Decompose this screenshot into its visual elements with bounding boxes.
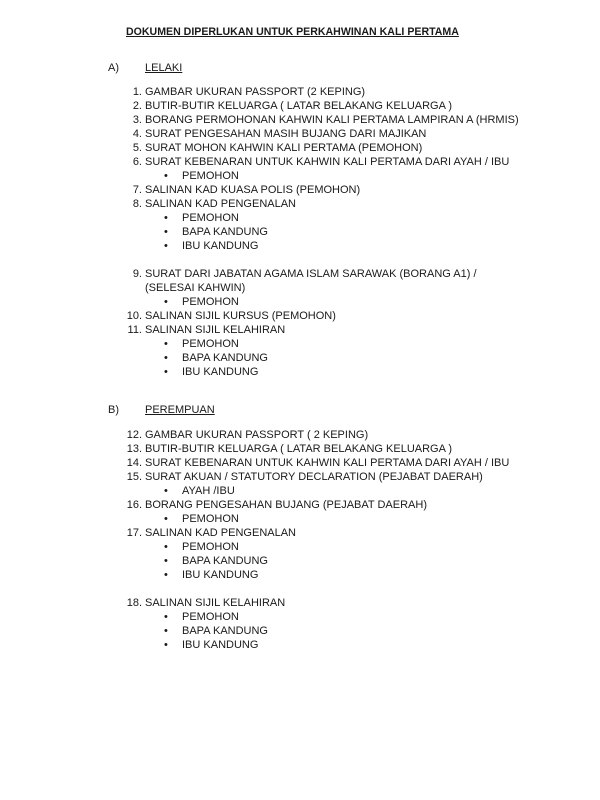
numbered-item xyxy=(0,155,600,169)
item-text: (SELESAI KAHWIN) xyxy=(145,282,246,294)
numbered-item xyxy=(0,470,600,484)
bullet-item xyxy=(0,512,600,526)
bullet-item xyxy=(0,337,600,351)
bullet-icon: • xyxy=(164,541,168,553)
bullet-item xyxy=(0,295,600,309)
item-number: 1. xyxy=(132,86,142,98)
bullet-icon: • xyxy=(164,569,168,581)
bullet-item xyxy=(0,239,600,253)
numbered-item xyxy=(0,442,600,456)
bullet-text: BAPA KANDUNG xyxy=(182,352,268,364)
bullet-text: BAPA KANDUNG xyxy=(182,555,268,567)
item-text: SURAT PENGESAHAN MASIH BUJANG DARI MAJIKAN xyxy=(145,128,427,140)
numbered-item xyxy=(0,99,600,113)
bullet-text: PEMOHON xyxy=(182,170,239,182)
numbered-item xyxy=(0,183,600,197)
item-text: GAMBAR UKURAN PASSPORT ( 2 KEPING) xyxy=(145,429,369,441)
numbered-item xyxy=(0,456,600,470)
numbered-item xyxy=(0,85,600,99)
bullet-item xyxy=(0,638,600,652)
bullet-item xyxy=(0,169,600,183)
bullet-item xyxy=(0,540,600,554)
bullet-text: IBU KANDUNG xyxy=(182,240,259,252)
item-text: SALINAN SIJIL KELAHIRAN xyxy=(145,324,286,336)
bullet-text: PEMOHON xyxy=(182,513,239,525)
section-a-list xyxy=(0,85,600,379)
item-number: 11. xyxy=(127,324,142,336)
bullet-item xyxy=(0,610,600,624)
item-number: 10. xyxy=(126,310,142,322)
item-number: 14. xyxy=(126,457,142,469)
bullet-icon: • xyxy=(164,170,168,182)
bullet-text: BAPA KANDUNG xyxy=(182,625,268,637)
item-text: SALINAN KAD PENGENALAN xyxy=(145,198,296,210)
item-text: SALINAN SIJIL KURSUS (PEMOHON) xyxy=(145,310,336,322)
item-text: SALINAN KAD PENGENALAN xyxy=(145,527,296,539)
document-title: DOKUMEN DIPERLUKAN UNTUK PERKAHWINAN KALI PERTAMA xyxy=(126,26,459,38)
numbered-item xyxy=(0,428,600,442)
item-number: 8. xyxy=(132,198,142,210)
item-number: 6. xyxy=(132,156,142,168)
item-text: SALINAN KAD KUASA POLIS (PEMOHON) xyxy=(145,184,361,196)
item-text: SURAT KEBENARAN UNTUK KAHWIN KALI PERTAMA DARI AYAH / IBU xyxy=(145,156,510,168)
section-a-letter: A) xyxy=(108,62,119,74)
bullet-text: PEMOHON xyxy=(182,338,239,350)
bullet-icon: • xyxy=(164,513,168,525)
bullet-item xyxy=(0,365,600,379)
bullet-item xyxy=(0,568,600,582)
item-number: 5. xyxy=(132,142,142,154)
item-text: BUTIR-BUTIR KELUARGA ( LATAR BELAKANG KELUARGA ) xyxy=(145,100,453,112)
item-text: BORANG PENGESAHAN BUJANG (PEJABAT DAERAH) xyxy=(145,499,427,511)
bullet-item xyxy=(0,225,600,239)
bullet-text: AYAH /IBU xyxy=(182,485,235,497)
item-text: SURAT DARI JABATAN AGAMA ISLAM SARAWAK (BORANG A1) / xyxy=(145,268,477,280)
item-number: 13. xyxy=(126,443,142,455)
item-text: SALINAN SIJIL KELAHIRAN xyxy=(145,597,286,609)
bullet-icon: • xyxy=(164,338,168,350)
numbered-item xyxy=(0,323,600,337)
blank-line xyxy=(0,253,600,267)
bullet-icon: • xyxy=(164,625,168,637)
item-number: 17. xyxy=(126,527,142,539)
bullet-text: PEMOHON xyxy=(182,296,239,308)
bullet-item xyxy=(0,211,600,225)
section-a-heading: LELAKI xyxy=(145,62,183,74)
numbered-item xyxy=(0,498,600,512)
item-number: 2. xyxy=(132,100,142,112)
item-number: 12. xyxy=(126,429,142,441)
item-text: BORANG PERMOHONAN KAHWIN KALI PERTAMA LAMPIRAN A (HRMIS) xyxy=(145,114,519,126)
bullet-text: BAPA KANDUNG xyxy=(182,226,268,238)
section-b-heading: PEREMPUAN xyxy=(145,404,215,416)
item-text: SURAT AKUAN / STATUTORY DECLARATION (PEJABAT DAERAH) xyxy=(145,471,483,483)
numbered-item xyxy=(0,267,600,281)
item-text: BUTIR-BUTIR KELUARGA ( LATAR BELAKANG KELUARGA ) xyxy=(145,443,453,455)
bullet-text: IBU KANDUNG xyxy=(182,639,259,651)
item-text: GAMBAR UKURAN PASSPORT (2 KEPING) xyxy=(145,86,366,98)
numbered-item xyxy=(0,197,600,211)
bullet-icon: • xyxy=(164,485,168,497)
item-number: 16. xyxy=(126,499,142,511)
bullet-icon: • xyxy=(164,366,168,378)
section-b-letter: B) xyxy=(108,404,119,416)
bullet-text: PEMOHON xyxy=(182,611,239,623)
bullet-text: PEMOHON xyxy=(182,212,239,224)
item-number: 15. xyxy=(126,471,142,483)
item-number: 18. xyxy=(126,597,142,609)
bullet-text: IBU KANDUNG xyxy=(182,366,259,378)
numbered-item xyxy=(0,526,600,540)
numbered-item xyxy=(0,141,600,155)
numbered-item xyxy=(0,113,600,127)
item-number: 7. xyxy=(132,184,142,196)
item-number: 3. xyxy=(132,114,142,126)
bullet-icon: • xyxy=(164,555,168,567)
item-text: SURAT KEBENARAN UNTUK KAHWIN KALI PERTAMA DARI AYAH / IBU xyxy=(145,457,510,469)
bullet-item xyxy=(0,484,600,498)
bullet-icon: • xyxy=(164,611,168,623)
blank-line xyxy=(0,582,600,596)
numbered-item-continuation xyxy=(0,281,600,295)
section-b-list xyxy=(0,428,600,652)
item-number: 9. xyxy=(132,268,142,280)
bullet-icon: • xyxy=(164,352,168,364)
numbered-item xyxy=(0,596,600,610)
item-text: SURAT MOHON KAHWIN KALI PERTAMA (PEMOHON) xyxy=(145,142,423,154)
bullet-icon: • xyxy=(164,212,168,224)
bullet-icon: • xyxy=(164,240,168,252)
bullet-item xyxy=(0,624,600,638)
numbered-item xyxy=(0,127,600,141)
bullet-icon: • xyxy=(164,296,168,308)
bullet-icon: • xyxy=(164,226,168,238)
bullet-icon: • xyxy=(164,639,168,651)
numbered-item xyxy=(0,309,600,323)
bullet-item xyxy=(0,351,600,365)
bullet-text: IBU KANDUNG xyxy=(182,569,259,581)
bullet-text: PEMOHON xyxy=(182,541,239,553)
bullet-item xyxy=(0,554,600,568)
item-number: 4. xyxy=(132,128,142,140)
